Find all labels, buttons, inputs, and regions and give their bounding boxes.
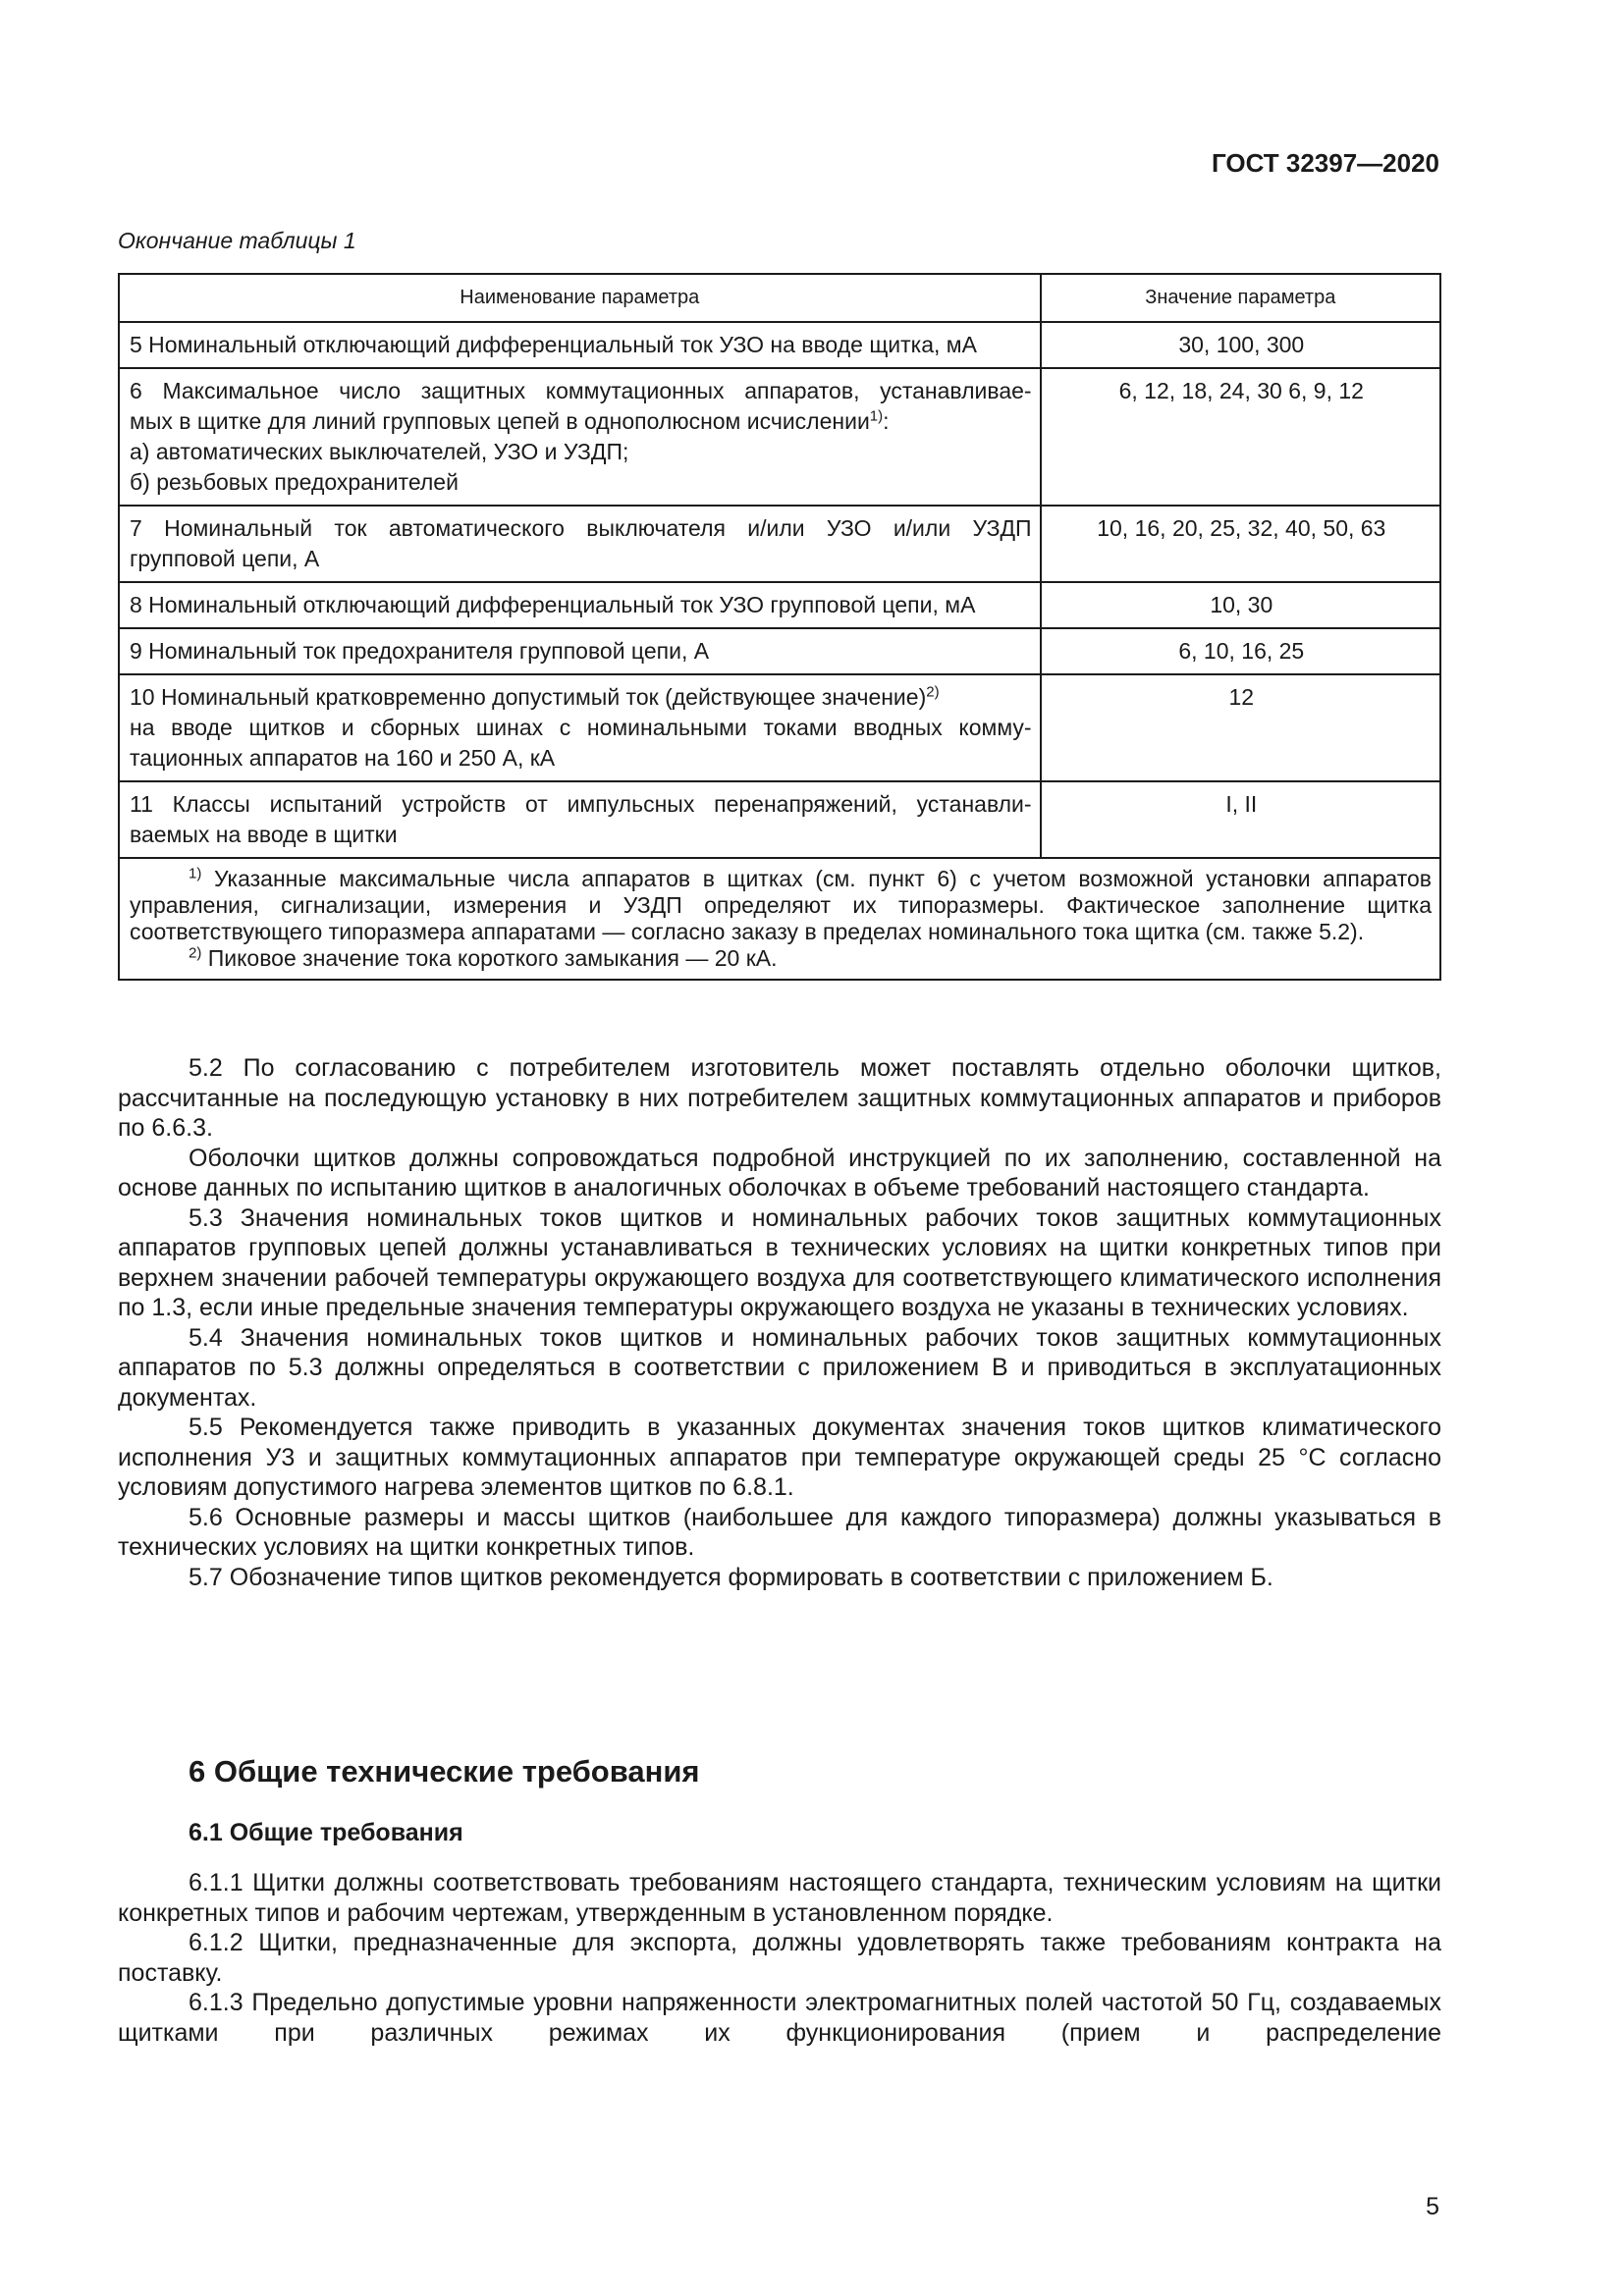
footnote-ref: 1): [869, 407, 884, 425]
document-header: ГОСТ 32397—2020: [1212, 148, 1439, 178]
table-row: [119, 628, 1440, 674]
table-footnotes: [119, 858, 1440, 980]
param-value-cell: 10, 30: [1041, 582, 1440, 628]
table-row: [119, 368, 1440, 506]
paragraph-5-5: 5.5 Рекомендуется также приводить в указанных документах значения токов щитков климатического исполнения У3 и защитных коммутационных аппаратов при температуре окружающей среды 25 °С согласно условиям допустимого нагрева элементов щитков по 6.8.1.: [118, 1414, 1441, 1501]
param-value-cell: 6, 12, 18, 24, 30 6, 9, 12: [1041, 368, 1440, 506]
table-row: [119, 322, 1440, 368]
param-value-cell: 12: [1041, 674, 1440, 781]
page-number: 5: [1426, 2193, 1439, 2220]
paragraph-5-2: 5.2 По согласованию с потребителем изготовитель может поставлять отдельно оболочки щитков, рассчитанные на последующую установку в них потребителем защитных коммутационных аппаратов и приборов по 6.6.3.: [118, 1054, 1441, 1142]
table-row: [119, 781, 1440, 858]
footnote-ref: 2): [926, 683, 940, 701]
table-caption: Окончание таблицы 1: [118, 228, 356, 253]
column-header-parameter: Наименование параметра: [119, 274, 1041, 322]
paragraph-5-6: 5.6 Основные размеры и массы щитков (наибольшее для каждого типоразмера) должны указываться в технических условиях на щитки конкретных типов.: [118, 1503, 1441, 1561]
param-name-cell: 7 Номинальный ток автоматического выключателя и/или УЗО и/или УЗДП групповой цепи, А: [119, 506, 1041, 582]
subsection-heading-6-1: 6.1 Общие требования: [189, 1819, 463, 1846]
param-value-cell: I, II: [1041, 781, 1440, 858]
param-value-cell: 6, 10, 16, 25: [1041, 628, 1440, 674]
paragraph-6-1-3: 6.1.3 Предельно допустимые уровни напряженности электромагнитных полей частотой 50 Гц, создаваемых щитками при различных режимах их функционирования (прием и распределение: [118, 1989, 1441, 2047]
column-header-value: Значение параметра: [1041, 274, 1440, 322]
param-value-cell: 10, 16, 20, 25, 32, 40, 50, 63: [1041, 506, 1440, 582]
table-row: [119, 674, 1440, 781]
section-heading-6: 6 Общие технические требования: [189, 1754, 700, 1789]
param-name-cell: 8 Номинальный отключающий дифференциальный ток УЗО групповой цепи, мА: [119, 582, 1041, 628]
footnote-1: $^{1)}$ Указанные максимальные числа аппаратов в щитках (см. пункт 6) с учетом возможной установки аппаратов управления, сигнализации, измерения и УЗДП определяют их типоразмеры. Фактическое заполнение щитка соответствующего типоразмера аппаратами — согласно заказу в пределах номинального тока щитка (см. также 5.2).: [130, 865, 1433, 944]
table-header-row: [119, 274, 1440, 322]
paragraph-5-2-continued: Оболочки щитков должны сопровождаться подробной инструкцией по их заполнению, составленной на основе данных по испытанию щитков в аналогичных оболочках в объеме требований настоящего стандарта.: [118, 1144, 1441, 1201]
table-footnotes-row: [119, 858, 1440, 980]
param-name-cell: 6 Максимальное число защитных коммутационных аппаратов, устанавливае- мых в щитке для линий групповых цепей в однополюсном исчислении$^{1)}$: а) автоматических выключателей, УЗО и УЗДП; б) резьбовых предохранителей: [119, 368, 1041, 506]
param-value-cell: 30, 100, 300: [1041, 322, 1440, 368]
paragraph-5-3: 5.3 Значения номинальных токов щитков и номинальных рабочих токов защитных коммутационных аппаратов групповых цепей должны устанавливаться в технических условиях на щитки конкретных типов при верхнем значении рабочей температуры окружающего воздуха для соответствующего климатического исполнения по 1.3, если иные предельные значения температуры окружающего воздуха не указаны в технических условиях.: [118, 1203, 1441, 1321]
footnote-2: $^{2)}$ Пиковое значение тока короткого замыкания — 20 кА.: [189, 944, 778, 971]
paragraph-6-1-2: 6.1.2 Щитки, предназначенные для экспорта, должны удовлетворять также требованиям контракта на поставку.: [118, 1929, 1441, 1987]
param-name-cell: 10 Номинальный кратковременно допустимый ток (действующее значение)$^{2)}$ на вводе щитков и сборных шинах с номинальными токами вводных комму- тационных аппаратов на 160 и 250 А, кА: [119, 674, 1041, 781]
paragraph-5-7: 5.7 Обозначение типов щитков рекомендуется формировать в соответствии с приложением Б.: [189, 1563, 1273, 1591]
param-name-cell: 5 Номинальный отключающий дифференциальный ток УЗО на вводе щитка, мА: [119, 322, 1041, 368]
table-row: [119, 582, 1440, 628]
paragraph-6-1-1: 6.1.1 Щитки должны соответствовать требованиям настоящего стандарта, техническим условиям на щитки конкретных типов и рабочим чертежам, утвержденным в установленном порядке.: [118, 1869, 1441, 1927]
parameters-table: [118, 273, 1441, 981]
param-name-cell: 11 Классы испытаний устройств от импульсных перенапряжений, устанавли- ваемых на вводе в щитки: [119, 781, 1041, 858]
table-row: [119, 506, 1440, 582]
body-text: [118, 1053, 1441, 2047]
param-name-cell: 9 Номинальный ток предохранителя групповой цепи, А: [119, 628, 1041, 674]
paragraph-5-4: 5.4 Значения номинальных токов щитков и номинальных рабочих токов защитных коммутационных аппаратов по 5.3 должны определяться в соответствии с приложением В и приводиться в эксплуатационных документах.: [118, 1323, 1441, 1412]
